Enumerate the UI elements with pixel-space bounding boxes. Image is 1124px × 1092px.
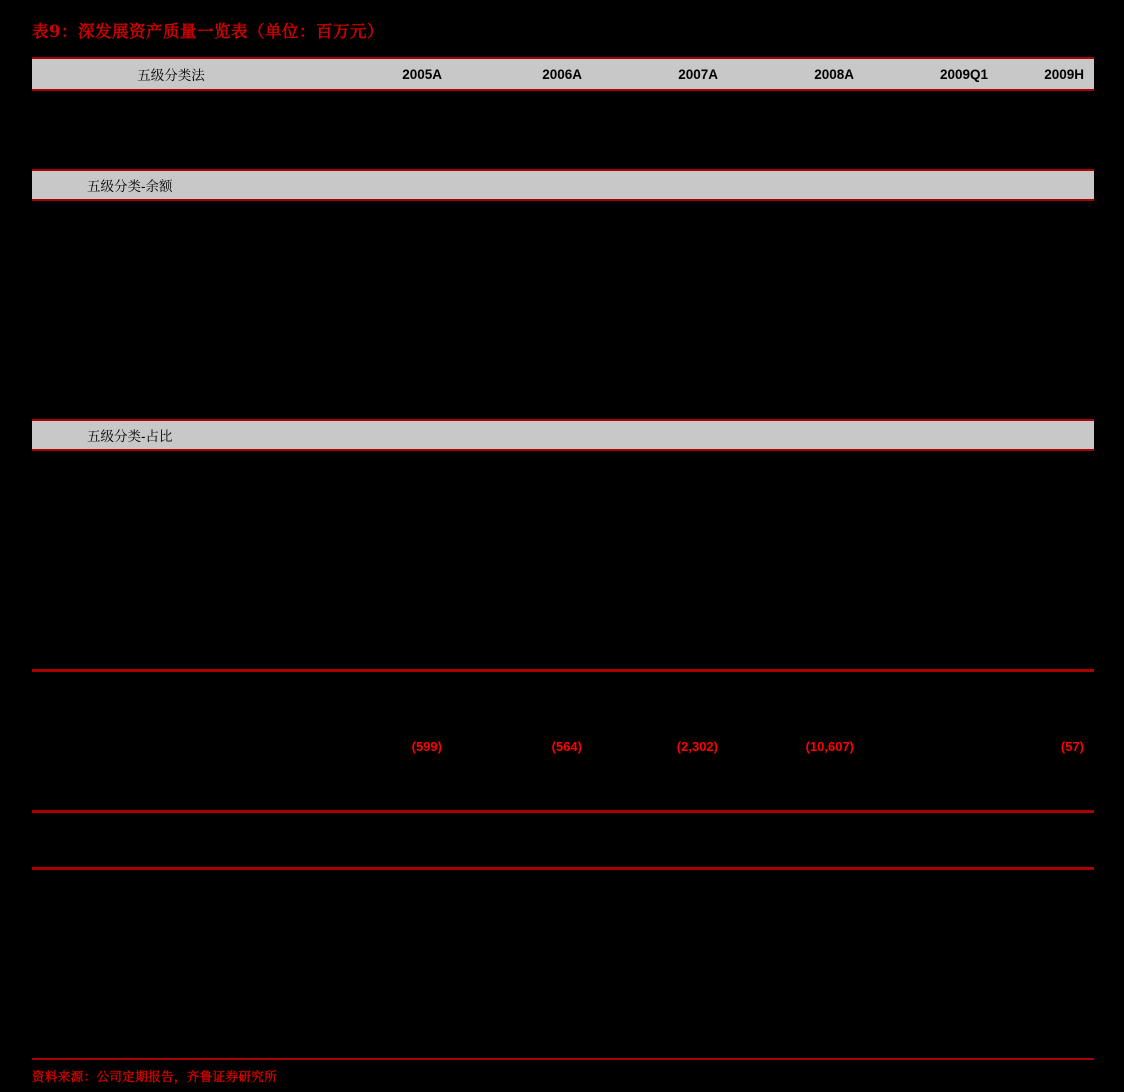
spacer-row [32,507,1094,535]
spacer-row [32,619,1094,647]
spacer-row [32,147,1094,170]
spacer-row [32,119,1094,147]
row-value-2007a: (2,302) [676,738,718,754]
spacer-row [32,257,1094,285]
section-row-ratio [32,420,1094,450]
asset-quality-table [32,57,1094,874]
spacer-row [32,647,1094,671]
spacer-row [32,479,1094,507]
page-title: 表9：深发展资产质量一览表（单位：百万元） [32,22,384,41]
row-value-2006a: (564) [551,738,582,754]
spacer-row [32,285,1094,313]
column-header-0: 五级分类法 [32,58,310,90]
divider-rule [32,869,1094,875]
table-row [32,732,1094,760]
spacer-row [32,563,1094,591]
spacer-row [32,341,1094,369]
table-footer [32,1058,1094,1085]
spacer-row [32,535,1094,563]
spacer-row [32,760,1094,788]
spacer-row [32,369,1094,397]
spacer-row [32,397,1094,420]
spacer-row [32,591,1094,619]
spacer-row [32,704,1094,732]
table-grid [32,57,1094,874]
spacer-row [32,845,1094,869]
source-note: 资料来源：公司定期报告，齐鲁证券研究所 [32,1069,278,1084]
row-value-2009h: (57) [1060,738,1084,754]
spacer-row [32,229,1094,257]
spacer-row [32,788,1094,812]
footer-rule [32,1058,1094,1060]
spacer-row [32,90,1094,119]
spacer-row [32,450,1094,479]
table-header-row [32,58,1094,90]
row-value-2009q1 [864,732,998,760]
column-header-6: 2009H [998,58,1094,90]
section-label-ratio: 五级分类-占比 [32,420,310,450]
column-header-1: 2005A [310,58,452,90]
section-label-balance: 五级分类-余额 [32,170,310,200]
column-header-3: 2007A [592,58,728,90]
spacer-row [32,676,1094,704]
spacer-row [32,817,1094,845]
column-header-2: 2006A [452,58,592,90]
spacer-row [32,313,1094,341]
section-row-balance [32,170,1094,200]
spacer-row [32,200,1094,229]
row-value-2008a: (10,607) [805,738,854,754]
row-label [32,732,310,760]
column-header-4: 2008A [728,58,864,90]
row-value-2005a: (599) [411,738,442,754]
column-header-5: 2009Q1 [864,58,998,90]
